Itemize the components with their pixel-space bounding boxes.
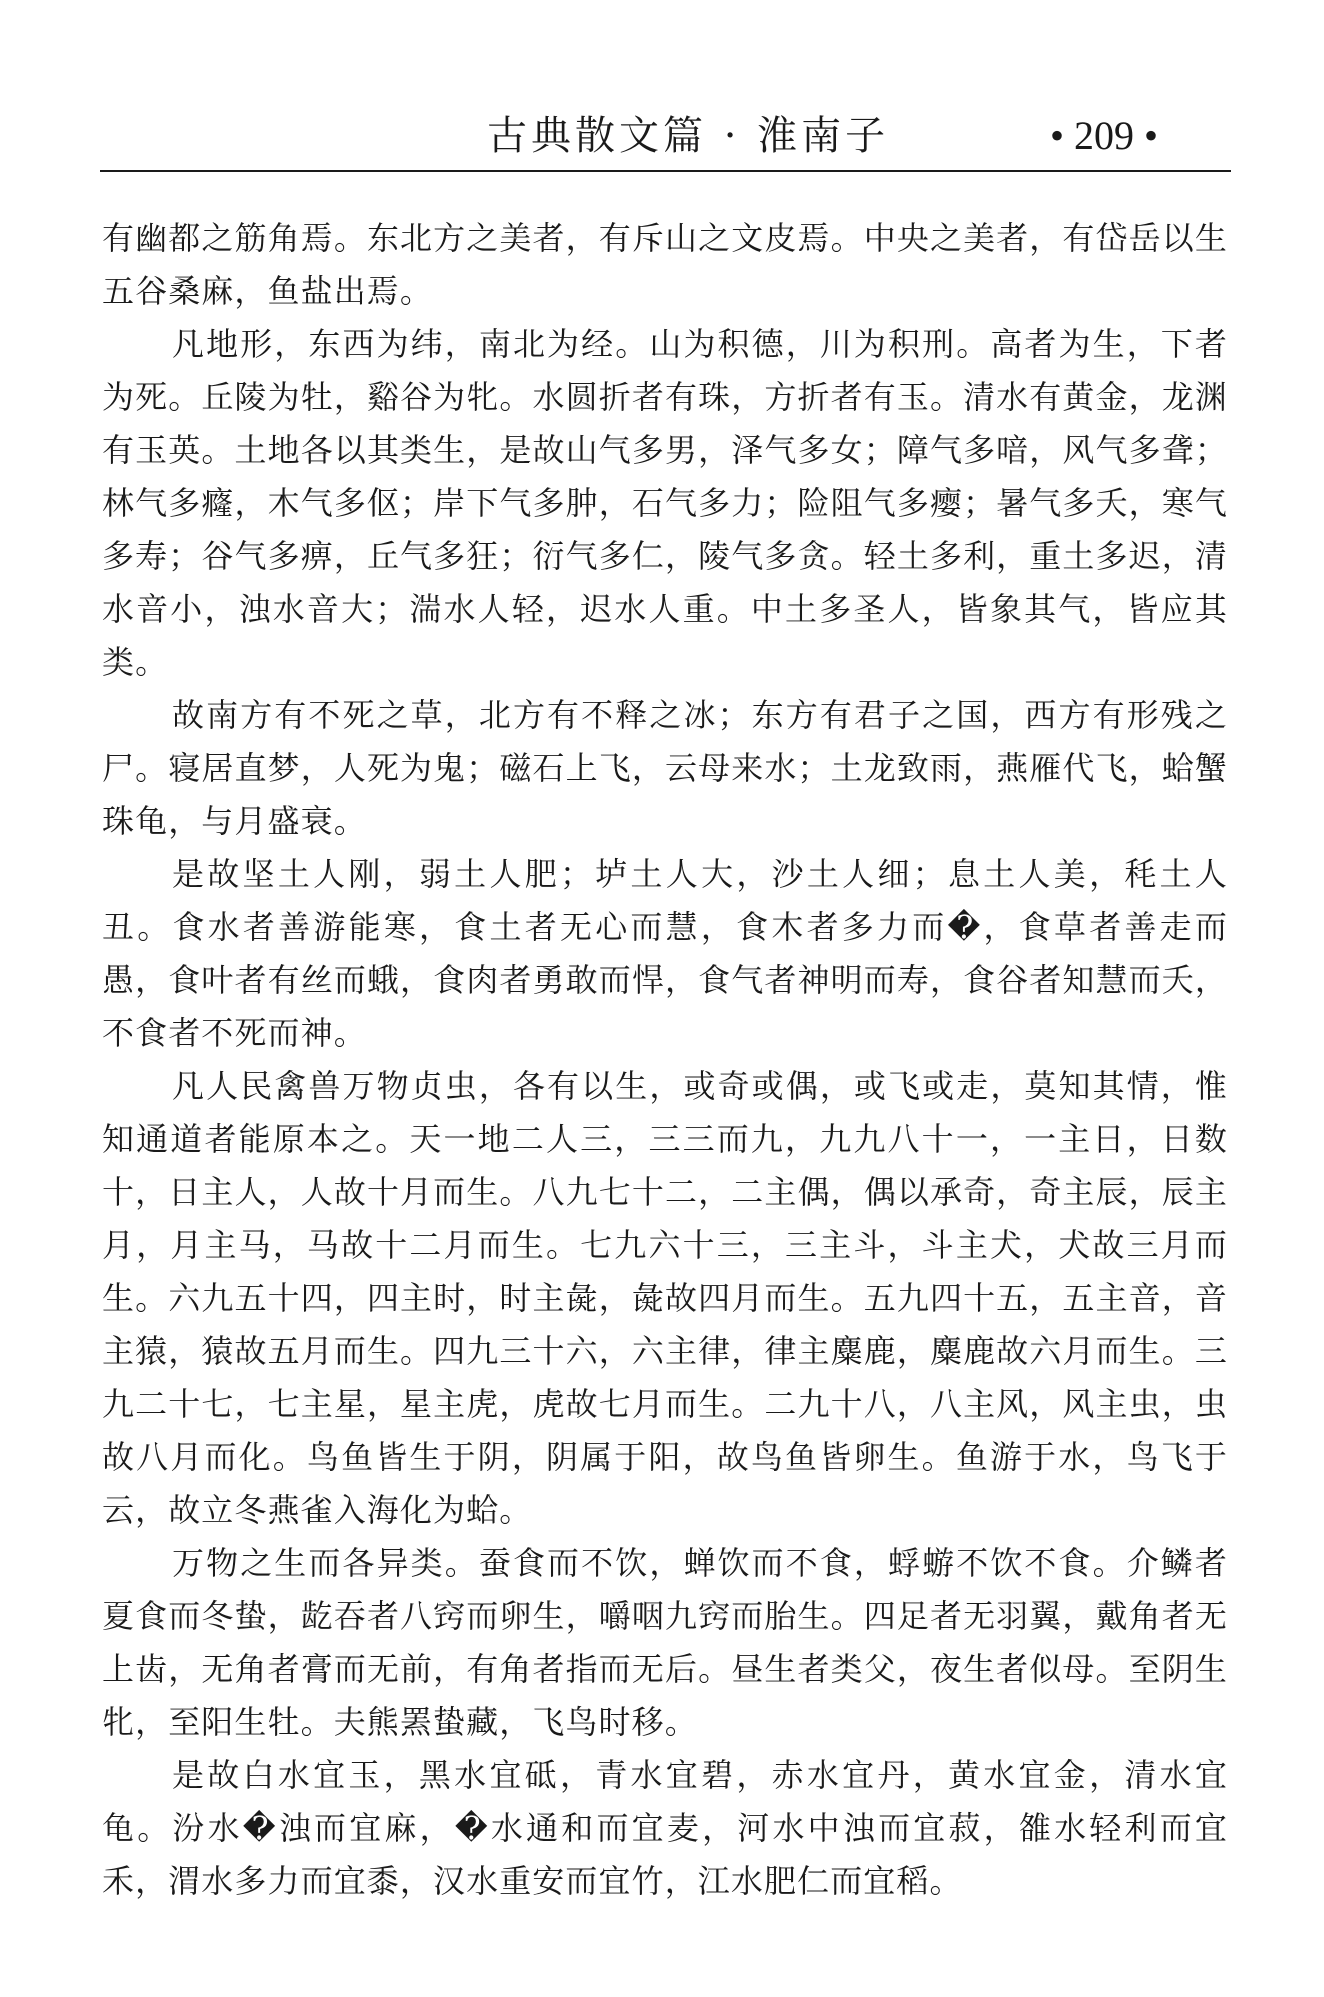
- body-text: [102, 212, 1228, 1908]
- paragraph-6: 万物之生而各异类。蚕食而不饮，蝉饮而不食，蜉蝣不饮不食。介鳞者夏食而冬蛰，龁吞者八窍而卵生，嚼咽九窍而胎生。四足者无羽翼，戴角者无上齿，无角者膏而无前，有角者指而无后。昼生者类父，夜生者似母。至阴生牝，至阳生牡。夫熊罴蛰藏，飞鸟时移。: [102, 1544, 1228, 1741]
- paragraph-4: 是故坚土人刚，弱土人肥；垆土人大，沙土人细；息土人美，秏土人丑。食水者善游能寒，食土者无心而慧，食木者多力而�，食草者善走而愚，食叶者有丝而蛾，食肉者勇敢而悍，食气者神明而寿，食谷者知慧而夭，不食者不死而神。: [102, 855, 1228, 1052]
- paragraph-5: 凡人民禽兽万物贞虫，各有以生，或奇或偶，或飞或走，莫知其情，惟知通道者能原本之。天一地二人三，三三而九，九九八十一，一主日，日数十，日主人，人故十月而生。八九七十二，二主偶，偶以承奇，奇主辰，辰主月，月主马，马故十二月而生。七九六十三，三主斗，斗主犬，犬故三月而生。六九五十四，四主时，时主彘，彘故四月而生。五九四十五，五主音，音主猿，猿故五月而生。四九三十六，六主律，律主麋鹿，麋鹿故六月而生。三九二十七，七主星，星主虎，虎故七月而生。二九十八，八主风，风主虫，虫故八月而化。鸟鱼皆生于阴，阴属于阳，故鸟鱼皆卵生。鱼游于水，鸟飞于云，故立冬燕雀入海化为蛤。: [102, 1067, 1228, 1529]
- paragraph-1: 有幽都之筋角焉。东北方之美者，有斥山之文皮焉。中央之美者，有岱岳以生五谷桑麻，鱼盐出焉。: [102, 219, 1228, 310]
- paragraph-2: 凡地形，东西为纬，南北为经。山为积德，川为积刑。高者为生，下者为死。丘陵为牡，谿谷为牝。水圆折者有珠，方折者有玉。清水有黄金，龙渊有玉英。土地各以其类生，是故山气多男，泽气多女；障气多喑，风气多聋；林气多癃，木气多伛；岸下气多肿，石气多力；险阻气多瘿；暑气多夭，寒气多寿；谷气多痹，丘气多狂；衍气多仁，陵气多贪。轻土多利，重土多迟，清水音小，浊水音大；湍水人轻，迟水人重。中土多圣人，皆象其气，皆应其类。: [102, 325, 1228, 681]
- page-header: [0, 0, 1324, 175]
- header-divider: [100, 170, 1231, 172]
- page-number: • 209 •: [1050, 113, 1159, 158]
- paragraph-3: 故南方有不死之草，北方有不释之冰；东方有君子之国，西方有形残之尸。寝居直梦，人死为鬼；磁石上飞，云母来水；土龙致雨，燕雁代飞，蛤蟹珠龟，与月盛衰。: [102, 696, 1228, 840]
- running-title: 古典散文篇 · 淮南子: [487, 113, 890, 159]
- paragraph-7: 是故白水宜玉，黑水宜砥，青水宜碧，赤水宜丹，黄水宜金，清水宜龟。汾水�浊而宜麻，�水通和而宜麦，河水中浊而宜菽，雒水轻利而宜禾，渭水多力而宜黍，汉水重安而宜竹，江水肥仁而宜稻。: [102, 1756, 1228, 1900]
